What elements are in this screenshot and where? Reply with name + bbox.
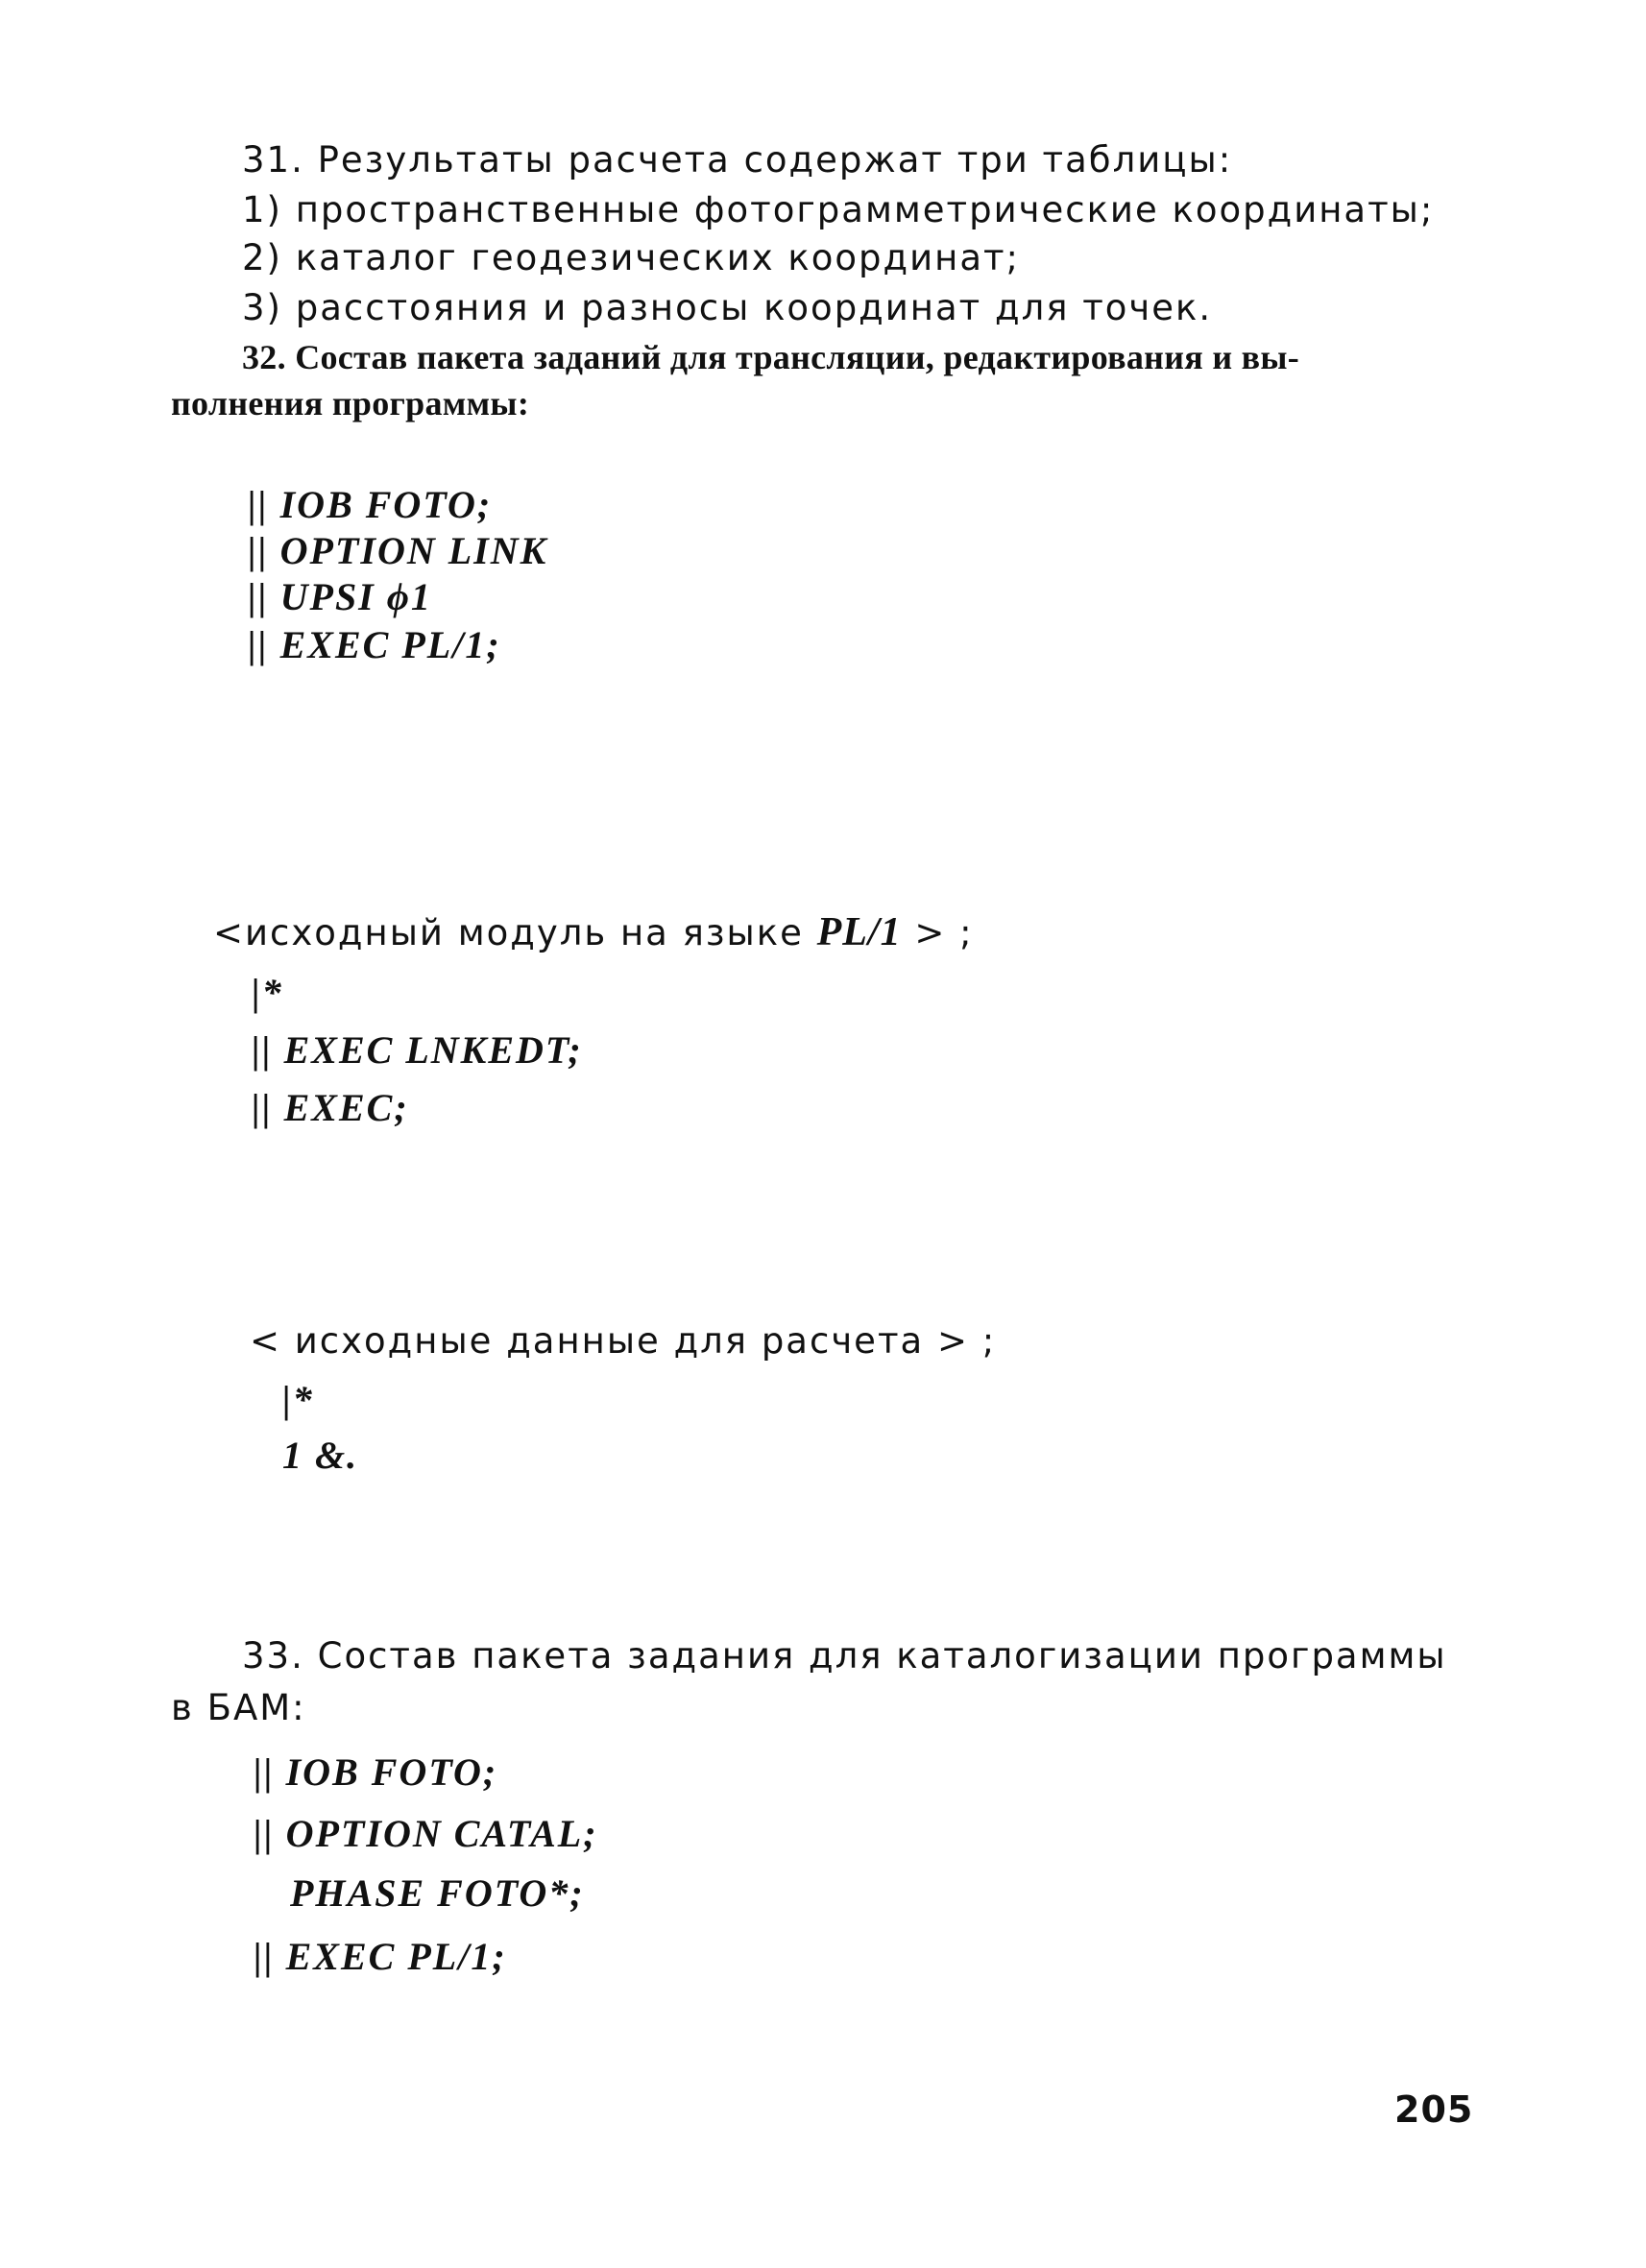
source-module-prefix: <исходный модуль на языке — [213, 912, 817, 953]
jcl-end-of-job: 1 &. — [282, 1434, 359, 1477]
input-data-suffix: > ; — [924, 1320, 997, 1362]
input-data-text: < исходные данные для расчета — [250, 1320, 925, 1362]
jcl-exec-pl1-catal: || EXEC PL/1; — [254, 1935, 507, 1978]
jcl-exec: || EXEC; — [252, 1086, 409, 1129]
source-module-placeholder — [213, 912, 974, 953]
jcl-exec-pl1: || EXEC PL/1; — [248, 623, 501, 666]
item-32-text-line-1: 32. Состав пакета заданий для трансляции, редактирования и вы- — [242, 338, 1300, 376]
item-33-text-line-2: в БАМ: — [171, 1687, 306, 1728]
jcl-option-catal: || OPTION CATAL; — [254, 1812, 598, 1855]
input-data-placeholder — [250, 1320, 997, 1362]
jcl-job-card: || IOB FOTO; — [248, 483, 493, 526]
page-number: 205 — [1394, 2088, 1474, 2131]
item-31-list-2: 2) каталог геодезических координат; — [242, 237, 1021, 278]
item-31-list-1: 1) пространственные фотограмметрические координаты; — [242, 189, 1435, 230]
jcl-phase: PHASE FOTO*; — [290, 1871, 585, 1915]
jcl-upsi: || UPSI ϕ1 — [248, 575, 432, 618]
item-32-text-line-2: полнения программы: — [171, 384, 530, 422]
source-module-language: PL/1 — [816, 910, 902, 954]
jcl-option-link: || OPTION LINK — [248, 529, 548, 572]
source-module-suffix: > ; — [901, 912, 974, 953]
item-33-text-line-1: 33. Состав пакета задания для каталогизации программы — [242, 1635, 1447, 1677]
jcl-job-card-catal: || IOB FOTO; — [254, 1750, 498, 1794]
jcl-exec-lnkedt: || EXEC LNKEDT; — [252, 1028, 583, 1072]
jcl-end-of-data-1: |* — [252, 971, 283, 1014]
item-31-list-3: 3) расстояния и разносы координат для точек. — [242, 287, 1213, 328]
jcl-end-of-data-2: |* — [282, 1378, 314, 1421]
item-31-heading: 31. Результаты расчета содержат три таблицы: — [242, 139, 1233, 181]
